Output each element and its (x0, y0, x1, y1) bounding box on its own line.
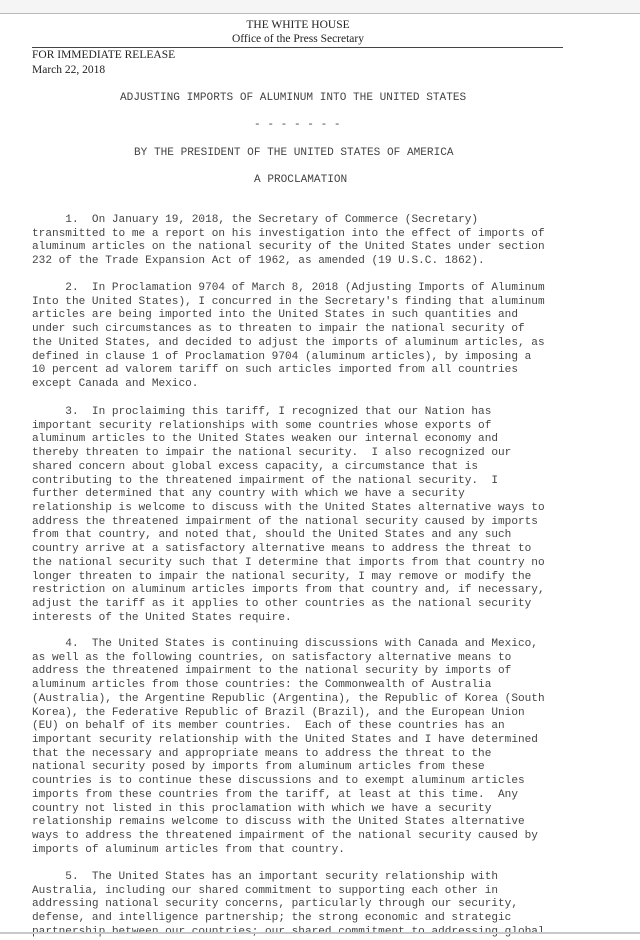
text-line: shared concern about global excess capacity, a circumstance that is (32, 460, 479, 473)
text-line: 10 percent ad valorem tariff on such articles imported from all countries (32, 364, 518, 377)
text-line: Korea), the Federative Republic of Brazil (Brazil), and the European Union (32, 706, 525, 719)
text-line: country not listed in this proclamation with which we have a security (32, 802, 492, 815)
text-line: thereby threaten to impair the national security. I also recognized our (32, 447, 512, 460)
text-line: address the threatened impairment to the national security by imports of (32, 665, 512, 678)
document-type: A PROCLAMATION (254, 174, 348, 186)
byline: BY THE PRESIDENT OF THE UNITED STATES OF AMERICA (134, 147, 454, 159)
release-label: FOR IMMEDIATE RELEASE (32, 49, 176, 61)
text-line: adjust the tariff as it applies to other countries as the national security (32, 598, 532, 611)
text-line: 2. In Proclamation 9704 of March 8, 2018 (Adjusting Imports of Aluminum (32, 282, 545, 294)
paragraph-1 (32, 214, 545, 269)
document-title: ADJUSTING IMPORTS OF ALUMINUM INTO THE UNITED STATES (120, 92, 467, 104)
text-line: national security posed by imports from aluminum articles from these (32, 761, 485, 774)
text-line: country arrive at a satisfactory alternative means to address the threat to (32, 543, 532, 556)
text-line: (EU) on behalf of its member countries. Each of these countries has an (32, 720, 505, 733)
text-line: except Canada and Mexico. (32, 378, 199, 391)
text-line: ways to address the threatened impairment of the national security caused by (32, 830, 538, 843)
paragraph-3 (32, 406, 545, 626)
viewer-toolbar (0, 0, 640, 14)
text-line: that the necessary and appropriate means to address the threat to the (32, 747, 492, 760)
text-line: 4. The United States is continuing discussions with Canada and Mexico, (32, 638, 538, 650)
text-line: 232 of the Trade Expansion Act of 1962, as amended (19 U.S.C. 1862). (32, 255, 485, 268)
text-line: relationship remains welcome to discuss with the United States alternative (32, 816, 525, 829)
text-line: important security relationship with the United States and I have determined (32, 734, 538, 747)
text-line: Into the United States), I concurred in the Secretary's finding that aluminum (32, 295, 545, 308)
text-line: defined in clause 1 of Proclamation 9704 (aluminum articles), by imposing a (32, 350, 532, 363)
text-line: further determined that any country with which we have a security (32, 488, 465, 501)
text-line: Australia, including our shared commitment to supporting each other in (32, 884, 499, 897)
text-line: 3. In proclaiming this tariff, I recognized that our Nation has (32, 406, 492, 418)
text-line: address the threatened impairment of the national security caused by imports (32, 515, 538, 528)
text-line: articles are being imported into the United States in such quantities and (32, 309, 518, 322)
text-line: relationship is welcome to discuss with the United States alternative ways to (32, 502, 545, 515)
text-line: defense, and intelligence partnership; the strong economic and strategic (32, 912, 512, 925)
text-line: addressing national security concerns, particularly through our security, (32, 898, 518, 911)
text-line: the United States, and decided to adjust the imports of aluminum articles, as (32, 336, 545, 349)
paragraph-2 (32, 282, 545, 392)
text-line: 5. The United States has an important security relationship with (32, 871, 499, 883)
text-line: imports from these countries from the tariff, at least at this time. Any (32, 788, 518, 801)
text-line: imports of aluminum articles from that country. (32, 843, 345, 856)
separator: - - - - - - - (254, 119, 341, 131)
text-line: the national security such that I determine that imports from that country no (32, 556, 545, 569)
paragraph-5 (32, 871, 545, 940)
org-name: THE WHITE HOUSE (246, 19, 350, 31)
text-line: from that country, and noted that, should the United States and any such (32, 529, 512, 542)
office-name: Office of the Press Secretary (232, 33, 364, 45)
text-line: (Australia), the Argentine Republic (Argentina), the Republic of Korea (South (32, 692, 545, 705)
text-line: longer threaten to impair the national security, I may remove or modify the (32, 570, 532, 583)
release-date: March 22, 2018 (32, 64, 106, 76)
text-line: restriction on aluminum articles imports from that country and, if necessary, (32, 584, 545, 597)
text-line: aluminum articles on the national security of the United States under section (32, 241, 545, 254)
text-line: under such circumstances as to threaten to impair the national security of (32, 323, 525, 336)
text-line: as well as the following countries, on satisfactory alternative means to (32, 651, 512, 664)
text-line: contributing to the threatened impairment of the national security. I (32, 474, 499, 487)
text-line: aluminum articles from those countries: the Commonwealth of Australia (32, 679, 492, 692)
paragraph-4 (32, 638, 545, 858)
text-line: countries is to continue these discussions and to exempt aluminum articles (32, 775, 525, 788)
text-line: important security relationships with some countries whose exports of (32, 419, 492, 432)
text-line: interests of the United States require. (32, 611, 292, 624)
text-line: aluminum articles to the United States weaken our internal economy and (32, 433, 499, 446)
text-line: 1. On January 19, 2018, the Secretary of Commerce (Secretary) (32, 214, 479, 226)
text-line: transmitted to me a report on his investigation into the effect of imports of (32, 227, 545, 240)
